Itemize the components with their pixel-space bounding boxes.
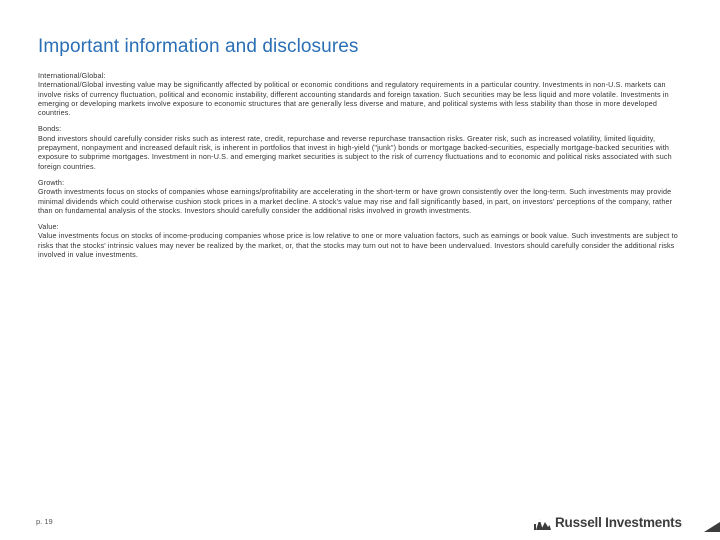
russell-investments-logo: [534, 515, 682, 530]
russell-mountain-icon: [534, 515, 551, 530]
section-heading: Bonds:: [38, 124, 62, 134]
section-heading: Growth:: [38, 177, 65, 187]
disclosure-section-value: [38, 222, 686, 259]
disclosure-section-international: [38, 71, 686, 117]
corner-accent-icon: [704, 520, 720, 532]
section-heading: Value:: [38, 222, 59, 232]
disclosures-content: [38, 71, 686, 266]
section-body: Bond investors should carefully consider risks such as interest rate, credit, repurchase and reverse repurchase transaction risks. Greater risk, such as increased volatility, limited liquidity, prepayment, nonpayment and increased default risk, is inherent in portfolios that invest in high-yield ("junk") bonds or mortgage backed-securities, especially mortgage-backed securities with exposure to subprime mortgages. Investment in non-U.S. and emerging market securities is subject to the risk of currency fluctuations and to economic and political risks associated with such foreign countries.: [38, 133, 672, 171]
section-heading: International/Global:: [38, 71, 106, 80]
disclosure-section-bonds: [38, 124, 686, 170]
logo-text: Russell Investments: [555, 515, 682, 530]
disclosure-section-growth: [38, 178, 686, 215]
page-number: p. 19: [36, 517, 53, 526]
page-title: Important information and disclosures: [38, 36, 359, 57]
page-footer: [0, 508, 720, 540]
section-body: International/Global investing value may be significantly affected by political or economic conditions and regulatory requirements in a particular country. Investments in non-U.S. markets can involve risks of currency fluctuation, political and economic instability, different accounting standards and foreign taxation. Such securities may be less liquid and more volatile. Investments in emerging or developing markets involve exposure to economic structures that are generally less diverse and mature, and political systems with less stability than those in more developed countries.: [38, 80, 669, 118]
section-body: Value investments focus on stocks of income-producing companies whose price is low relative to one or more valuation factors, such as earnings or book value. Such investments are subject to risks that the stocks' intrinsic values may never be realized by the market, or, that the stocks may turn out not to have been undervalued. Investors should carefully consider the additional risks involved in value investments.: [38, 231, 678, 260]
section-body: Growth investments focus on stocks of companies whose earnings/profitability are accelerating in the short-term or have grown consistently over the long-term. Such investments may provide minimal dividends which could otherwise cushion stock prices in a market decline. A stock's value may rise and fall significantly based, in part, on investors' perceptions of the company, rather than on fundamental analysis of the stocks. Investors should carefully consider the additional risks involved in growth investments.: [38, 187, 673, 215]
